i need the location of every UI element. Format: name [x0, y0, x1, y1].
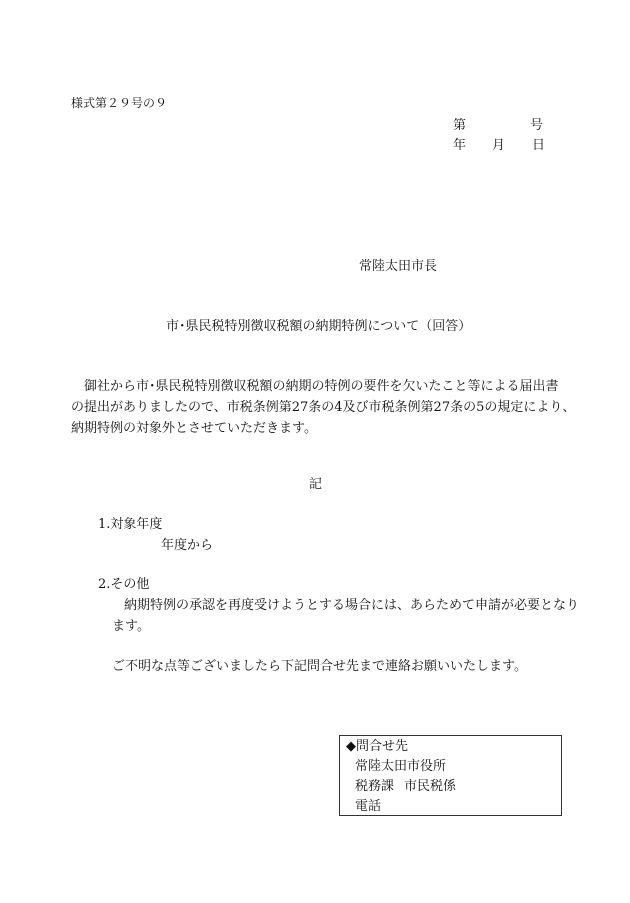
inquiry-notice: ご不明な点等ございましたら下記問合せ先まで連絡お願いいたします。: [112, 659, 527, 674]
date-month-label: 月: [492, 138, 506, 153]
item-target-year-heading: 1.対象年度: [98, 517, 163, 532]
body-line: 納期特例の対象外とさせていただきます。: [71, 421, 317, 436]
contact-title: ◆問合せ先: [346, 739, 408, 754]
item-other-text: 納期特例の承認を再度受けようとする場合には、あらためて申請が必要となり: [124, 598, 580, 613]
body-paragraph: [71, 376, 576, 439]
contact-office: 常陸太田市役所: [355, 759, 447, 774]
doc-number-suffix: 号: [530, 118, 544, 133]
sender-name: 常陸太田市長: [359, 259, 438, 274]
contact-subsection: 市民税係: [404, 779, 457, 794]
body-line: の提出がありましたので、市税条例第27条の4及び市税条例第27条の5の規定により、: [71, 400, 576, 415]
contact-phone-label: 電話: [355, 799, 382, 814]
date-year-label: 年: [453, 138, 467, 153]
contact-department: [355, 780, 456, 793]
ki-heading: 記: [309, 477, 323, 492]
item-other-text-cont: ます。: [112, 619, 150, 634]
doc-number-prefix: 第: [453, 118, 467, 133]
contact-section: 税務課: [355, 779, 395, 794]
body-line: 御社から市･県民税特別徴収税額の納期の特例の要件を欠いたこと等による届出書: [84, 379, 559, 394]
date-day-label: 日: [532, 138, 546, 153]
document-subject: 市･県民税特別徴収税額の納期特例について（回答）: [166, 319, 472, 334]
item-other-heading: 2.その他: [98, 577, 150, 592]
item-target-year-value: 年度から: [161, 538, 214, 553]
form-id: 様式第２９号の９: [71, 96, 168, 110]
